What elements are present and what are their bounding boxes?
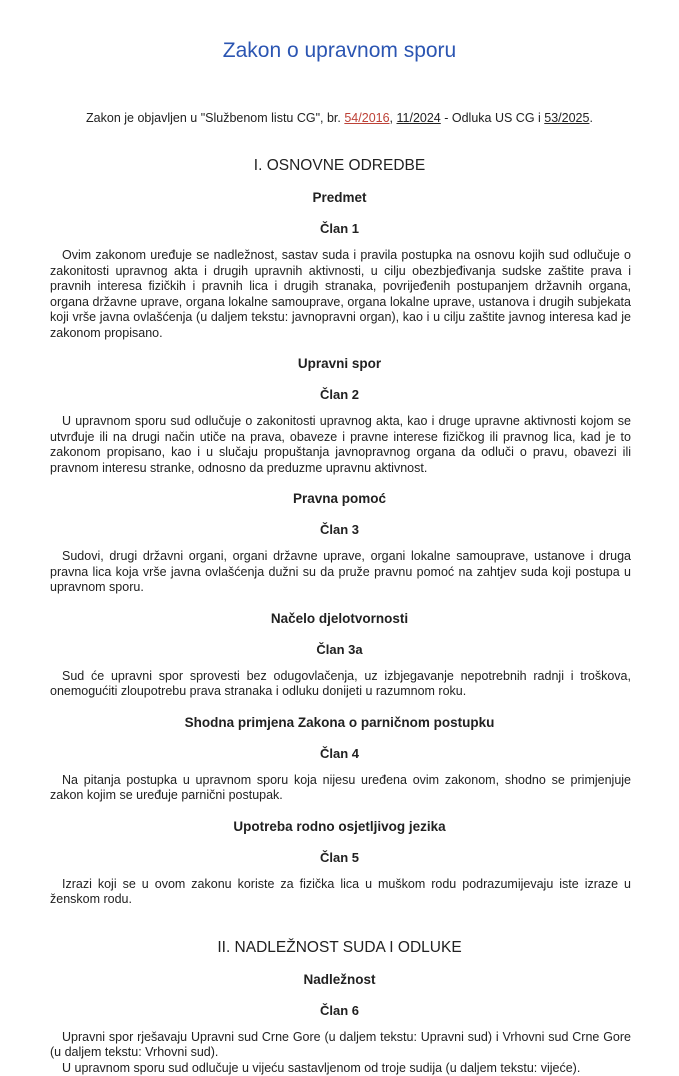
article-text: U upravnom sporu sud odlučuje u vijeću sastavljenom od troje sudija (u daljem tekstu: vijeće).	[0, 1061, 679, 1076]
section-heading-nadleznost-suda-i-odluke: II. NADLEŽNOST SUDA I ODLUKE	[0, 938, 679, 957]
subheading-upravni-spor: Upravni spor	[0, 355, 679, 372]
article-text: Sudovi, drugi državni organi, organi državne uprave, organi lokalne samouprave, ustanove i druga pravna lica koja vrše javna ovlašćenja dužni su da pruže pravnu pomoć na zahtjev suda koji postupa u upravnom sporu.	[0, 549, 679, 596]
publication-suffix: .	[589, 111, 592, 125]
gazette-link-54-2016[interactable]: 54/2016	[344, 111, 389, 125]
article-number-clan-4: Član 4	[0, 746, 679, 762]
subheading-nacelo-djelotvornosti: Načelo djelotvornosti	[0, 610, 679, 627]
gazette-link-11-2024[interactable]: 11/2024	[397, 111, 441, 125]
article-number-clan-3: Član 3	[0, 522, 679, 538]
subheading-pravna-pomoc: Pravna pomoć	[0, 490, 679, 507]
article-number-clan-2: Član 2	[0, 387, 679, 403]
section-heading-osnovne-odredbe: I. OSNOVNE ODREDBE	[0, 156, 679, 175]
article-number-clan-5: Član 5	[0, 850, 679, 866]
subheading-predmet: Predmet	[0, 189, 679, 206]
law-document-page	[0, 38, 679, 998]
publication-prefix: Zakon je objavljen u "Službenom listu CG", br.	[86, 111, 344, 125]
article-text: Ovim zakonom uređuje se nadležnost, sastav suda i pravila postupka na osnovu kojih sud odlučuje o zakonitosti upravnog akta i drugih upravnih aktivnosti, u cilju obezbjeđivanja sudske zaštite prava i pravnih interesa fizičkih i pravnih lica i drugih stranaka, povrijeđenih postupanjem državnih organa, organa državne uprave, organa lokalne samouprave, organa lokalne uprave, ustanova i drugih subjekata koji vrše javna ovlašćenja (u daljem tekstu: javnopravni organ), kao i u cilju zaštite javnog interesa kad je zakonom propisano.	[0, 248, 679, 341]
article-text: U upravnom sporu sud odlučuje o zakonitosti upravnog akta, kao i druge upravne aktivnosti kojom se utvrđuje ili na drugi način utiče na prava, obaveze i pravne interese fizičkog ili pravnog lica, kad je to zakonom propisano, kao i u slučaju propuštanja javnopravnog organa da odluči o pravu, obavezi ili pravnom interesu stranke, odnosno da preduzme upravnu aktivnost.	[0, 414, 679, 476]
article-text: Sud će upravni spor sprovesti bez odugovlačenja, uz izbjegavanje nepotrebnih radnji i troškova, onemogućiti zloupotrebu prava stranaka i odluku donijeti u razumnom roku.	[0, 669, 679, 700]
subheading-rodno-osjetljiv-jezik: Upotreba rodno osjetljivog jezika	[0, 818, 679, 835]
gazette-link-53-2025[interactable]: 53/2025	[544, 111, 589, 125]
publication-separator: ,	[390, 111, 397, 125]
article-text: Izrazi koji se u ovom zakonu koriste za fizička lica u muškom rodu podrazumijevaju iste izraze u ženskom rodu.	[0, 877, 679, 908]
publication-separator: - Odluka US CG i	[441, 111, 545, 125]
subheading-shodna-primjena: Shodna primjena Zakona o parničnom postupku	[0, 714, 679, 731]
document-title: Zakon o upravnom sporu	[0, 38, 679, 64]
subheading-nadleznost: Nadležnost	[0, 971, 679, 988]
article-number-clan-3a: Član 3a	[0, 642, 679, 658]
article-text: Upravni spor rješavaju Upravni sud Crne Gore (u daljem tekstu: Upravni sud) i Vrhovni sud Crne Gore (u daljem tekstu: Vrhovni sud).	[0, 1030, 679, 1061]
publication-line	[0, 110, 679, 126]
article-text: Na pitanja postupka u upravnom sporu koja nijesu uređena ovim zakonom, shodno se primjenjuje zakon kojim se uređuje parnični postupak.	[0, 773, 679, 804]
article-number-clan-1: Član 1	[0, 221, 679, 237]
article-number-clan-6: Član 6	[0, 1003, 679, 1019]
